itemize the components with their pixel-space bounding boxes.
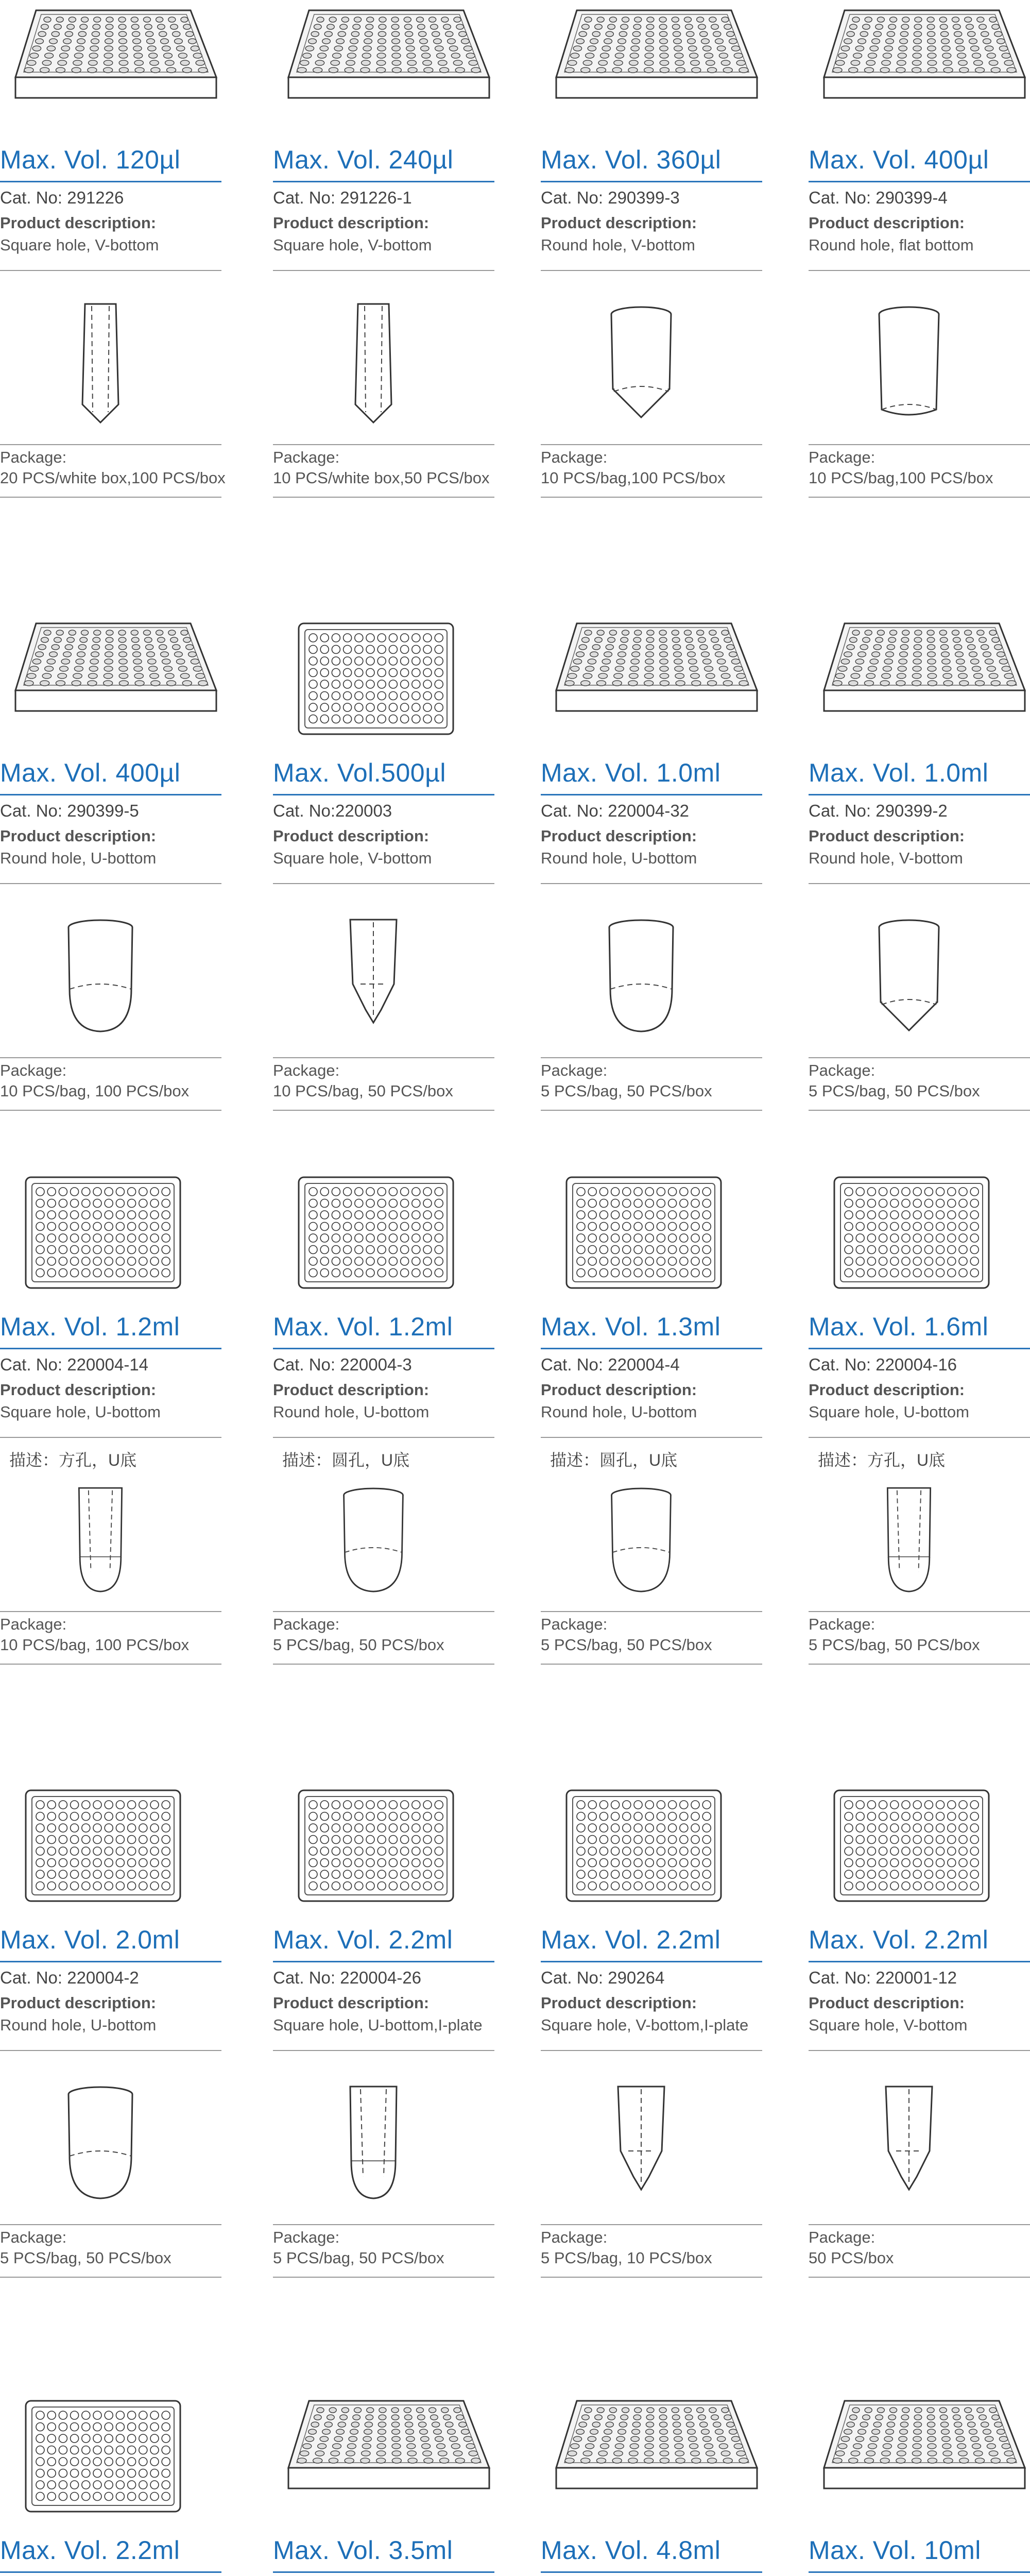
plate-top-image: [0, 2391, 221, 2524]
max-volume: Max. Vol. 2.0ml: [0, 1923, 221, 1962]
product-description-label: Product description:: [541, 214, 697, 232]
package-value: 5 PCS/bag, 50 PCS/box: [0, 2246, 221, 2278]
max-volume: Max. Vol. 1.6ml: [809, 1310, 1030, 1349]
round-flat-tube-icon: [845, 294, 973, 433]
max-volume: Max. Vol. 1.3ml: [541, 1310, 762, 1349]
max-volume: Max. Vol. 1.0ml: [541, 756, 762, 795]
square-v-tube-short-icon: [309, 907, 438, 1046]
max-volume: Max. Vol. 1.2ml: [0, 1310, 221, 1349]
package-value: 5 PCS/bag, 50 PCS/box: [809, 1633, 1030, 1665]
package-value: 10 PCS/bag, 100 PCS/box: [0, 1079, 221, 1111]
product-description: Square hole, V-bottom: [0, 235, 221, 271]
package-value: 5 PCS/bag, 50 PCS/box: [541, 1079, 762, 1111]
package-value: 5 PCS/bag, 50 PCS/box: [541, 1633, 762, 1665]
product-description-label: Product description:: [0, 1381, 157, 1399]
package-label: Package:: [809, 1057, 1030, 1079]
round-u-tube-icon: [36, 2074, 165, 2213]
product-card: [541, 2391, 762, 2576]
plate-top-image: [541, 1780, 762, 1914]
chinese-description: 描述：圆孔，U底: [550, 1451, 678, 1469]
product-description-label: Product description:: [809, 1381, 965, 1399]
product-card: [809, 613, 1030, 1180]
catalog-number: Cat. No: 290399-5: [0, 801, 139, 820]
product-description-label: Product description:: [541, 1381, 697, 1399]
max-volume: Max. Vol. 1.0ml: [809, 756, 1030, 795]
max-volume: Max. Vol. 360µl: [541, 143, 762, 182]
product-card: [541, 1167, 762, 1734]
max-volume: Max. Vol. 1.2ml: [273, 1310, 494, 1349]
package-label: Package:: [541, 444, 762, 466]
square-u-tube-icon: [36, 1476, 165, 1605]
product-description: Round hole, U-bottom: [541, 848, 762, 884]
round-v-tube-icon: [845, 907, 973, 1046]
catalog-number: Cat. No: 220004-3: [273, 1355, 412, 1374]
package-label: Package:: [809, 2224, 1030, 2246]
product-card: [541, 0, 762, 567]
catalog-number: Cat. No: 291226: [0, 188, 124, 207]
package-label: Package:: [273, 1057, 494, 1079]
plate-angled-image: [809, 613, 1030, 747]
catalog-number: Cat. No: 220004-2: [0, 1968, 139, 1987]
max-volume: Max. Vol. 4.8ml: [541, 2534, 762, 2573]
package-label: Package:: [809, 444, 1030, 466]
package-label: Package:: [0, 1057, 221, 1079]
round-u-tube-icon: [577, 1476, 706, 1605]
max-volume: Max. Vol. 400µl: [0, 756, 221, 795]
max-volume: Max. Vol. 2.2ml: [273, 1923, 494, 1962]
product-card: [0, 1780, 221, 2347]
round-u-tube-icon: [577, 907, 706, 1046]
square-u-tube-icon: [309, 2074, 438, 2213]
catalog-number: Cat. No: 291226-1: [273, 188, 412, 207]
product-description: Round hole, U-bottom: [0, 848, 221, 884]
plate-angled-image: [0, 613, 221, 747]
product-description: Square hole, U-bottom: [809, 1402, 1030, 1438]
product-description-label: Product description:: [809, 214, 965, 232]
catalog-number: Cat. No: 220001-12: [809, 1968, 957, 1987]
product-card: [273, 613, 494, 1180]
plate-angled-image: [541, 613, 762, 747]
plate-angled-image: [809, 2391, 1030, 2524]
product-description: Square hole, V-bottom: [273, 848, 494, 884]
plate-angled-image: [541, 0, 762, 134]
package-label: Package:: [273, 444, 494, 466]
square-v-tube-icon: [36, 294, 165, 433]
package-value: 10 PCS/bag,100 PCS/box: [541, 466, 762, 498]
plate-top-image: [273, 613, 494, 747]
package-label: Package:: [273, 2224, 494, 2246]
square-v-tube-short-icon: [845, 2074, 973, 2213]
max-volume: Max. Vol. 2.2ml: [541, 1923, 762, 1962]
round-v-tube-icon: [577, 294, 706, 433]
square-v-tube-short-icon: [577, 2074, 706, 2213]
package-label: Package:: [541, 2224, 762, 2246]
product-description-label: Product description:: [273, 214, 430, 232]
product-card: [273, 1780, 494, 2347]
product-card: [809, 0, 1030, 567]
plate-angled-image: [809, 0, 1030, 134]
plate-top-image: [0, 1780, 221, 1914]
package-label: Package:: [0, 444, 221, 466]
product-description-label: Product description:: [0, 214, 157, 232]
plate-top-image: [273, 1167, 494, 1301]
catalog-number: Cat. No: 290399-4: [809, 188, 948, 207]
product-description-label: Product description:: [273, 1994, 430, 2012]
package-label: Package:: [541, 1611, 762, 1633]
product-description-label: Product description:: [0, 827, 157, 845]
package-value: 5 PCS/bag, 50 PCS/box: [809, 1079, 1030, 1111]
product-card: [273, 0, 494, 567]
product-description-label: Product description:: [541, 827, 697, 845]
square-v-tube-icon: [309, 294, 438, 433]
product-description-label: Product description:: [273, 827, 430, 845]
round-u-tube-icon: [36, 907, 165, 1046]
package-value: 10 PCS/bag, 100 PCS/box: [0, 1633, 221, 1665]
package-value: 5 PCS/bag, 10 PCS/box: [541, 2246, 762, 2278]
product-card: [809, 2391, 1030, 2576]
product-card: [0, 613, 221, 1180]
package-value: 10 PCS/bag,100 PCS/box: [809, 466, 1030, 498]
catalog-number: Cat. No: 220004-16: [809, 1355, 957, 1374]
product-card: [541, 1780, 762, 2347]
product-card: [0, 1167, 221, 1734]
package-value: 50 PCS/box: [809, 2246, 1030, 2278]
product-card: [0, 0, 226, 567]
product-card: [809, 1780, 1030, 2347]
package-label: Package:: [0, 2224, 221, 2246]
product-description: Round hole, V-bottom: [809, 848, 1030, 884]
product-description: Square hole, V-bottom,I-plate: [541, 2015, 762, 2051]
package-label: Package:: [809, 1611, 1030, 1633]
product-description-label: Product description:: [541, 1994, 697, 2012]
max-volume: Max. Vol. 240µl: [273, 143, 494, 182]
product-description: Square hole, V-bottom: [273, 235, 494, 271]
catalog-number: Cat. No: 220004-32: [541, 801, 690, 820]
plate-angled-image: [273, 2391, 494, 2524]
round-u-tube-icon: [309, 1476, 438, 1605]
package-value: 5 PCS/bag, 50 PCS/box: [273, 2246, 494, 2278]
catalog-number: Cat. No: 290264: [541, 1968, 665, 1987]
chinese-description: 描述：圆孔，U底: [282, 1451, 410, 1469]
product-card: [273, 2391, 494, 2576]
product-description-label: Product description:: [809, 827, 965, 845]
product-description: Round hole, V-bottom: [541, 235, 762, 271]
product-description: Round hole, U-bottom: [273, 1402, 494, 1438]
max-volume: Max. Vol. 2.2ml: [0, 2534, 221, 2573]
max-volume: Max. Vol.500µl: [273, 756, 494, 795]
package-value: 10 PCS/white box,50 PCS/box: [273, 466, 494, 498]
package-label: Package:: [541, 1057, 762, 1079]
product-description-label: Product description:: [809, 1994, 965, 2012]
catalog-number: Cat. No: 220004-26: [273, 1968, 422, 1987]
product-description: Square hole, U-bottom: [0, 1402, 221, 1438]
package-value: 10 PCS/bag, 50 PCS/box: [273, 1079, 494, 1111]
product-description-label: Product description:: [0, 1994, 157, 2012]
product-card: [541, 613, 762, 1180]
plate-top-image: [0, 1167, 221, 1301]
max-volume: Max. Vol. 10ml: [809, 2534, 1030, 2573]
max-volume: Max. Vol. 2.2ml: [809, 1923, 1030, 1962]
package-label: Package:: [273, 1611, 494, 1633]
product-description: Square hole, U-bottom,I-plate: [273, 2015, 494, 2051]
plate-top-image: [809, 1167, 1030, 1301]
plate-angled-image: [0, 0, 221, 134]
product-description: Round hole, U-bottom: [541, 1402, 762, 1438]
max-volume: Max. Vol. 120µl: [0, 143, 221, 182]
package-label: Package:: [0, 1611, 221, 1633]
product-description-label: Product description:: [273, 1381, 430, 1399]
package-value: 5 PCS/bag, 50 PCS/box: [273, 1633, 494, 1665]
chinese-description: 描述：方孔，U底: [9, 1451, 137, 1469]
product-card: [273, 1167, 494, 1734]
product-card: [809, 1167, 1030, 1734]
catalog-number: Cat. No: 290399-3: [541, 188, 680, 207]
catalog-number: Cat. No: 220004-14: [0, 1355, 149, 1374]
product-card: [0, 2391, 221, 2576]
plate-top-image: [273, 1780, 494, 1914]
max-volume: Max. Vol. 400µl: [809, 143, 1030, 182]
chinese-description: 描述：方孔，U底: [818, 1451, 946, 1469]
plate-top-image: [541, 1167, 762, 1301]
max-volume: Max. Vol. 3.5ml: [273, 2534, 494, 2573]
catalog-number: Cat. No: 290399-2: [809, 801, 948, 820]
square-u-tube-icon: [845, 1476, 973, 1605]
product-description: Round hole, U-bottom: [0, 2015, 221, 2051]
plate-angled-image: [273, 0, 494, 134]
product-description: Square hole, V-bottom: [809, 2015, 1030, 2051]
plate-angled-image: [541, 2391, 762, 2524]
catalog-number: Cat. No: 220004-4: [541, 1355, 680, 1374]
plate-top-image: [809, 1780, 1030, 1914]
package-value: 20 PCS/white box,100 PCS/box: [0, 466, 221, 498]
catalog-number: Cat. No:220003: [273, 801, 392, 820]
product-description: Round hole, flat bottom: [809, 235, 1030, 271]
